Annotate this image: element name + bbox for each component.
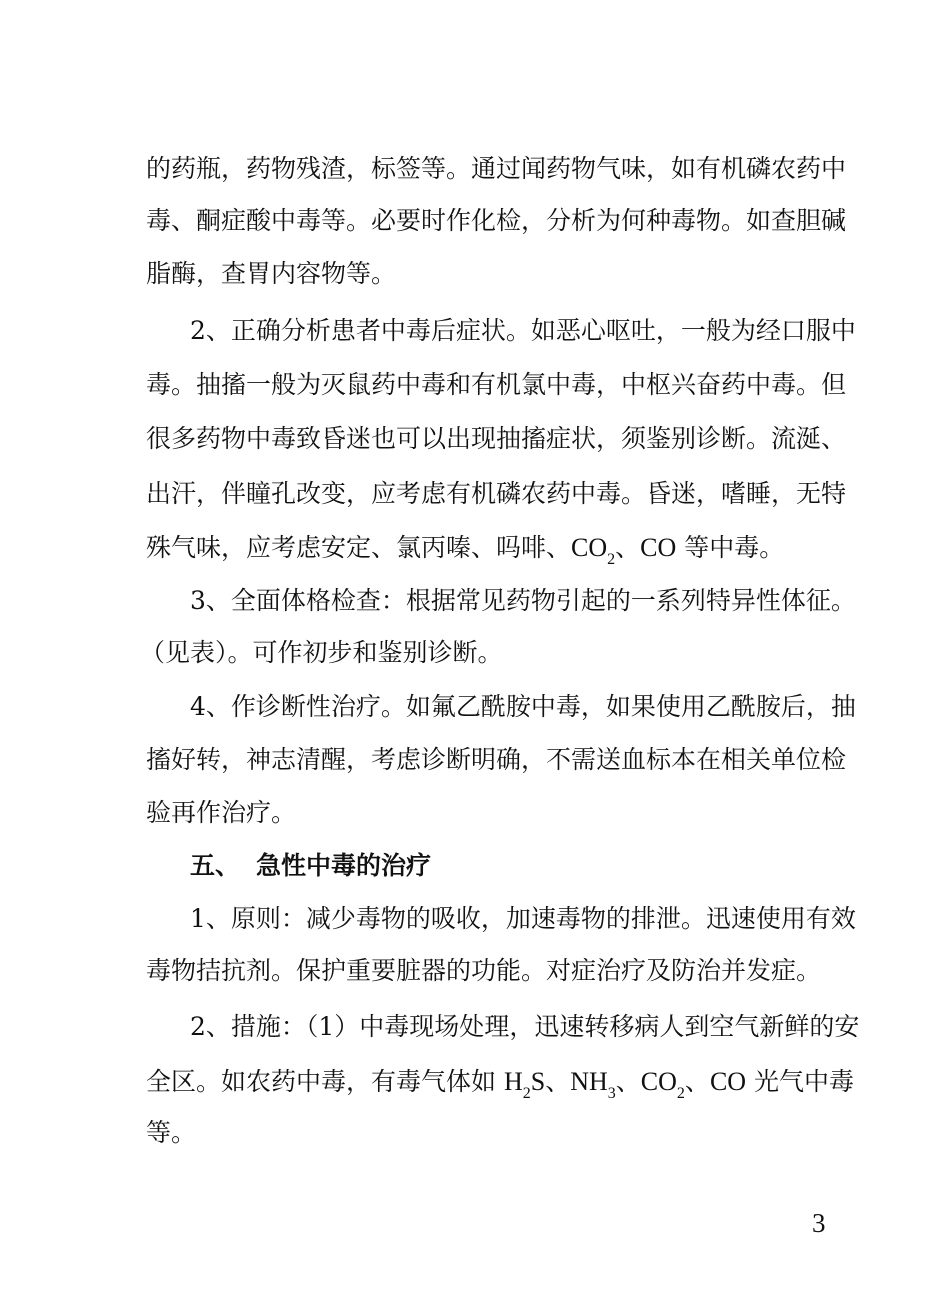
paragraph-line bbox=[0, 305, 950, 357]
text-line: 脂酶，查胃内容物等。 bbox=[146, 259, 397, 288]
text-line: 1、原则：减少毒物的吸收，加速毒物的排泄。迅速使用有效 bbox=[190, 904, 856, 933]
text-segment: 、 bbox=[615, 533, 641, 562]
chemical-formula: S bbox=[530, 1067, 546, 1096]
paragraph-line bbox=[0, 143, 950, 195]
paragraph-line bbox=[0, 413, 950, 465]
subscript: 3 bbox=[607, 1085, 616, 1102]
section-title: 急性中毒的治疗 bbox=[256, 851, 432, 880]
paragraph-line bbox=[0, 468, 950, 520]
paragraph-line bbox=[0, 787, 950, 839]
paragraph-line bbox=[0, 195, 950, 247]
paragraph-line bbox=[0, 1001, 950, 1053]
text-segment: 全区。如农药中毒，有毒气体如 bbox=[146, 1067, 504, 1096]
text-segment: 、 bbox=[545, 1067, 571, 1096]
chemical-formula: H bbox=[503, 1067, 523, 1096]
subscript: 2 bbox=[522, 1085, 531, 1102]
text-line: 2、正确分析患者中毒后症状。如恶心呕吐，一般为经口服中 bbox=[190, 316, 856, 345]
subscript: 2 bbox=[607, 551, 616, 568]
text-line: 2、措施：（1）中毒现场处理，迅速转移病人到空气新鲜的安 bbox=[190, 1012, 860, 1041]
text-line: 的药瓶，药物残渣，标签等。通过闻药物气味，如有机磷农药中 bbox=[146, 154, 847, 183]
text-line: （见表）。可作初步和鉴别诊断。 bbox=[140, 638, 503, 667]
paragraph-line bbox=[0, 1056, 950, 1108]
chemical-formula: CO bbox=[640, 533, 677, 562]
text-line: 搐好转，神志清醒，考虑诊断明确，不需送血标本在相关单位检 bbox=[146, 745, 847, 774]
paragraph-line bbox=[0, 627, 950, 679]
chemical-formula: CO bbox=[571, 533, 608, 562]
paragraph-line bbox=[0, 575, 950, 627]
text-line bbox=[146, 1056, 854, 1108]
text-segment: 殊气味，应考虑安定、氯丙嗪、吗啡、 bbox=[146, 533, 572, 562]
text-segment: 、 bbox=[615, 1067, 641, 1096]
text-line: 等。 bbox=[146, 1118, 197, 1147]
text-line: 很多药物中毒致昏迷也可以出现抽搐症状，须鉴别诊断。流涎、 bbox=[146, 424, 847, 453]
subscript: 2 bbox=[676, 1085, 685, 1102]
text-line: 毒物拮抗剂。保护重要脏器的功能。对症治疗及防治并发症。 bbox=[146, 956, 822, 985]
paragraph-line bbox=[0, 945, 950, 997]
paragraph-line bbox=[0, 359, 950, 411]
paragraph-line bbox=[0, 522, 950, 574]
text-line: 毒。抽搐一般为灭鼠药中毒和有机氯中毒，中枢兴奋药中毒。但 bbox=[146, 370, 847, 399]
text-line: 出汗，伴瞳孔改变，应考虑有机磷农药中毒。昏迷，嗜睡，无特 bbox=[146, 479, 847, 508]
paragraph-line bbox=[0, 681, 950, 733]
section-number: 五、 bbox=[190, 851, 241, 880]
section-heading bbox=[0, 840, 950, 892]
paragraph-line bbox=[0, 1107, 950, 1159]
chemical-formula: CO bbox=[709, 1067, 747, 1096]
text-line: 4、作诊断性治疗。如氟乙酰胺中毒，如果使用乙酰胺后，抽 bbox=[190, 692, 856, 721]
paragraph-line bbox=[0, 734, 950, 786]
text-segment: 光气中毒 bbox=[746, 1067, 855, 1096]
chemical-formula: CO bbox=[640, 1067, 677, 1096]
chemical-formula: NH bbox=[570, 1067, 608, 1096]
text-segment: 等中毒。 bbox=[676, 533, 785, 562]
text-segment: 、 bbox=[684, 1067, 710, 1096]
paragraph-line bbox=[0, 248, 950, 300]
text-line: 验再作治疗。 bbox=[146, 798, 297, 827]
text-line: 3、全面体格检查：根据常见药物引起的一系列特异性体征。 bbox=[190, 586, 856, 615]
text-line: 毒、酮症酸中毒等。必要时作化检，分析为何种毒物。如查胆碱 bbox=[146, 206, 847, 235]
page-number: 3 bbox=[812, 1208, 826, 1238]
text-line bbox=[146, 522, 784, 574]
paragraph-line bbox=[0, 893, 950, 945]
